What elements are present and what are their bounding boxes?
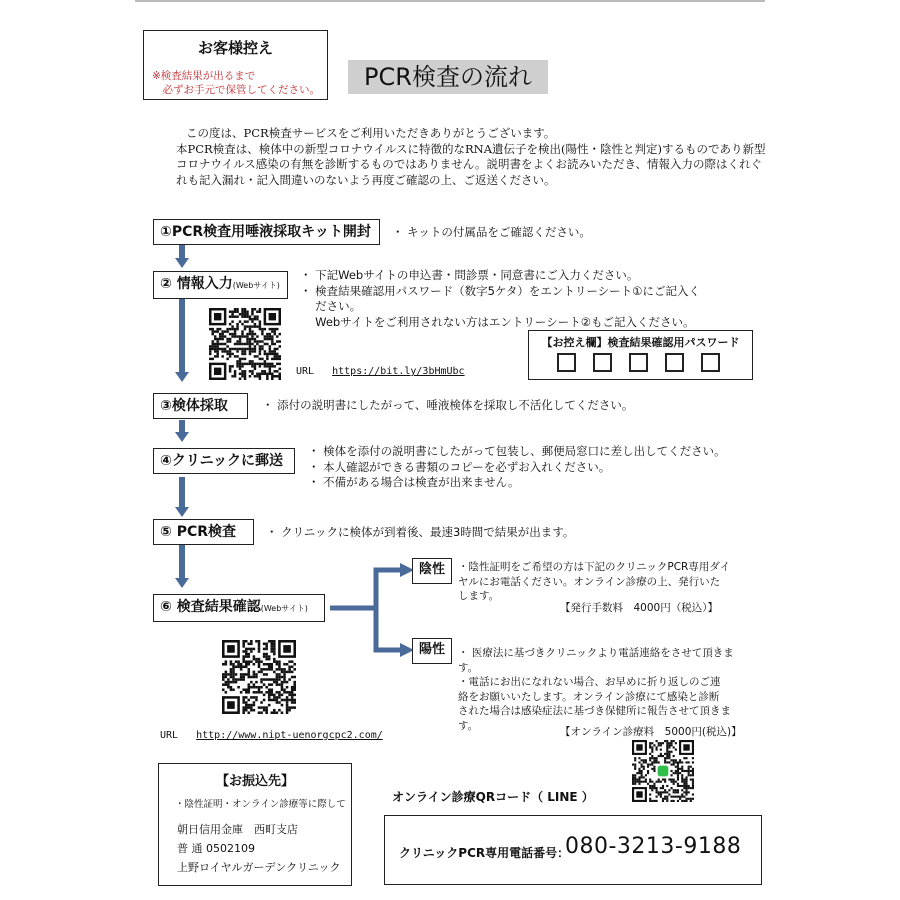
web-form-qr-code[interactable]	[209, 308, 281, 380]
step-5-label: ⑤ PCR検査	[160, 524, 237, 540]
negative-result-label: 陰性	[418, 562, 445, 577]
clinic-phone-box	[384, 815, 762, 885]
step-4-box	[153, 448, 295, 474]
step-3-label: ③検体採取	[160, 398, 228, 414]
phone-number[interactable]: 080-3213-9188	[565, 834, 742, 859]
step-5-desc-line-1: ・ クリニックに検体が到着後、最速3時間で結果が出ます。	[266, 525, 575, 539]
step-2-desc	[300, 268, 700, 330]
step-4-desc	[308, 444, 726, 491]
customer-copy-box	[143, 30, 328, 100]
step-5-desc	[266, 525, 574, 541]
step-2-desc-line-3: ださい。	[300, 299, 362, 313]
flow-arrow-2	[179, 298, 185, 374]
flow-arrow-head-2	[175, 372, 189, 382]
negative-result-box	[412, 558, 452, 584]
bank-note: ・陰性証明・オンライン診療等に際して	[175, 799, 346, 810]
page-title: PCR検査の流れ	[348, 60, 548, 94]
negative-text-line-1: ・陰性証明をご希望の方は下記のクリニックPCR専用ダイ	[458, 561, 731, 573]
bank-line-1: 朝日信用金庫 西町支店	[177, 823, 298, 836]
positive-fee: 【オンライン診療料 5000円(税込)】	[560, 726, 742, 738]
step-1-desc-line-1: ・ キットの付属品をご確認ください。	[392, 225, 591, 239]
step-1-label: ①PCR検査用唾液採取キット開封	[160, 224, 371, 240]
step-4-desc-line-2: ・ 本人確認ができる書類のコピーを必ずお入れください。	[308, 459, 611, 474]
line-qr-label: オンライン診療QRコード（ LINE ）	[392, 790, 594, 804]
url-2[interactable]	[160, 730, 383, 741]
positive-text-line-1: ・電話にお出になれない場合、お早めに折り返しのご連	[458, 676, 721, 688]
step-2-desc-line-2: ・ 検査結果確認用パスワード（数字5ケタ）をエントリーシート①にご記入く	[300, 283, 700, 298]
step-5-box	[153, 519, 254, 545]
negative-text-line-3: します。	[458, 590, 500, 602]
flow-arrow-head-5	[175, 578, 189, 588]
step-6-box	[153, 594, 325, 622]
intro-paragraph-2: 本PCR検査は、検体中の新型コロナウイルスに特徴的なRNA遺伝子を検出(陽性・陰性と判定)するものであり新型コロナウイルス感染の有無を診断するものではありません。説明書をよくお読みいただき、情報入力の際はくれぐれも記入漏れ・記入間違いのないよう再度ご確認の上、ご返送ください。	[176, 141, 766, 187]
line-qr-code[interactable]	[632, 740, 694, 802]
flow-arrow-head-4	[175, 507, 189, 517]
step-2-box	[153, 271, 288, 299]
bank-line-2: 普 通 0502109	[177, 842, 255, 855]
step-4-desc-line-1: ・ 検体を添付の説明書にしたがって包装し、郵便局窓口に差し出してください。	[308, 444, 726, 458]
customer-copy-title: お客様控え	[197, 39, 273, 57]
flow-arrow-4	[179, 477, 185, 509]
step-3-desc-line-1: ・ 添付の説明書にしたがって、唾液検体を採取し不活化してください。	[262, 398, 634, 412]
negative-result-text	[458, 560, 748, 604]
step-3-desc	[262, 398, 633, 414]
step-2-label: ② 情報入力	[160, 276, 233, 292]
bank-title: 【お振込先】	[215, 774, 294, 789]
url-2-label: URL	[160, 730, 179, 741]
password-memo-box	[528, 330, 753, 380]
password-digit-box-4[interactable]	[665, 353, 684, 372]
step-6-label: ⑥ 検査結果確認	[160, 599, 261, 615]
positive-text-line-3: された場合は感染症法に基づき保健所に報告させて頂きま	[458, 705, 731, 717]
flow-arrow-head-3	[175, 432, 189, 442]
phone-label: クリニックPCR専用電話番号：	[399, 846, 570, 860]
step-4-label: ④クリニックに郵送	[160, 453, 284, 469]
url-1-link[interactable]: https://bit.ly/3bHmUbc	[332, 366, 465, 377]
step-3-box	[153, 393, 248, 419]
step-2-sublabel: (Webサイト)	[232, 281, 280, 290]
positive-text-line-4: す。	[458, 719, 479, 732]
password-digit-box-3[interactable]	[629, 353, 648, 372]
step-4-desc-line-3: ・ 不備がある場合は検査が出来ません。	[308, 475, 520, 489]
negative-fee: 【発行手数料 4000円（税込）】	[560, 602, 718, 614]
flow-arrow-5	[179, 543, 185, 580]
bank-line-3: 上野ロイヤルガーデンクリニック	[177, 861, 341, 874]
step-2-desc-line-4: Webサイトをご利用されない方はエントリーシート②もご記入ください。	[300, 314, 695, 329]
intro-paragraph-1: この度は、PCR検査サービスをご利用いただきありがとうございます。	[186, 126, 556, 140]
positive-result-label: 陽性	[418, 642, 445, 657]
url-1[interactable]	[296, 366, 465, 377]
positive-text-line-2: 絡をお願いいたします。オンライン診療にて感染と診断	[458, 690, 720, 703]
step-1-box	[153, 219, 380, 245]
password-digit-box-1[interactable]	[557, 353, 576, 372]
result-branch-arrows	[328, 560, 420, 660]
password-memo-title: 【お控え欄】検査結果確認用パスワード	[541, 336, 740, 349]
password-digit-box-5[interactable]	[701, 353, 720, 372]
url-1-label: URL	[296, 366, 315, 377]
negative-text-line-2: ヤルにお電話ください。オンライン診療の上、発行いた	[458, 575, 721, 588]
bank-transfer-box	[158, 763, 352, 886]
positive-result-text-1: ・ 医療法に基づきクリニックより電話連絡をさせて頂きます。	[458, 647, 734, 674]
top-border-line	[135, 0, 765, 2]
intro-text	[176, 126, 771, 188]
step-2-desc-line-1: ・ 下記Webサイトの申込書・問診票・同意書にご入力ください。	[300, 268, 639, 282]
step-1-desc	[392, 225, 591, 241]
customer-copy-note: ※検査結果が出るまで 必ずお手元で保管してください。	[152, 70, 320, 96]
url-2-link[interactable]: http://www.nipt-uenorgcpc2.com/	[196, 730, 383, 741]
password-digit-box-2[interactable]	[593, 353, 612, 372]
flow-arrow-head-1	[175, 258, 189, 268]
clinic-website-qr-code[interactable]	[222, 640, 296, 714]
step-6-sublabel: (Webサイト)	[260, 604, 308, 613]
positive-result-box	[412, 638, 452, 664]
